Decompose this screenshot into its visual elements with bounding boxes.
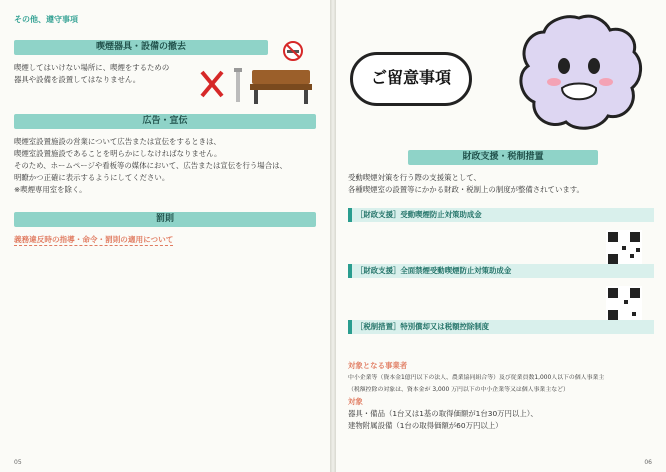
ashtray-bar: 喫煙器具・設備の撤去 <box>14 40 268 55</box>
qr-code-icon <box>606 286 642 322</box>
mascot-illustration <box>514 12 644 132</box>
total-smoke-free-box-heading: ［財政支援］全面禁煙受動喫煙防止対策助成金 <box>348 264 654 278</box>
text-line: 各種喫煙室の設置等にかかる財政・税制上の制度が整備されています。 <box>348 185 584 194</box>
ad-body <box>14 136 287 196</box>
no-smoking-icon <box>282 40 304 62</box>
notice-title: ご留意事項 <box>370 68 451 87</box>
text-line: 受動喫煙対策を行う際の支援策として、 <box>348 173 481 182</box>
qr-code-2[interactable] <box>606 286 642 322</box>
left-page <box>0 0 330 472</box>
object-label: 対象 <box>348 397 363 406</box>
text-line: 中小企業等（資本金1億円以下の法人、農業協同組合等）及び従業員数1,000人以下の個人事業主 <box>348 375 605 381</box>
section-title: その他、遵守事項 <box>14 15 78 24</box>
text-line: 明瞭かつ正確に表示するようにしてください。 <box>14 173 170 182</box>
page-number: 05 <box>14 459 22 466</box>
target-label: 対象となる事業者 <box>348 361 408 370</box>
text-line: そのため、ホームページや看板等の媒体において、広告または宣伝を行う場合は、 <box>14 161 287 170</box>
text-line: 器具や設備を設置してはなりません。 <box>14 75 141 84</box>
tax-box-heading: ［税制措置］特別償却又は税額控除制度 <box>348 320 654 334</box>
ashtray-body <box>14 62 169 86</box>
text-line: （税額控除の対象は、資本金が 3,000 万円以下の中小企業等又は個人事業主など） <box>348 387 569 393</box>
bench-ashtray-illustration <box>196 62 316 108</box>
subsidy-box-heading: ［財政支援］受動喫煙防止対策助成金 <box>348 208 654 222</box>
finance-body <box>348 172 584 196</box>
notice-bubble <box>350 52 472 106</box>
target-section <box>348 360 604 432</box>
right-page <box>336 0 666 472</box>
penalty-subheading: 義務違反時の指導・命令・罰則の適用について <box>14 235 174 244</box>
text-line: 器具・備品（1台又は1基の取得価額が1台30万円以上）、 <box>348 409 538 418</box>
text-line: 建物附属設備（1台の取得価額が60万円以上） <box>348 421 503 430</box>
qr-code-icon <box>606 230 642 266</box>
text-line: ※喫煙専用室を除く。 <box>14 185 87 194</box>
ad-bar: 広告・宣伝 <box>14 114 316 129</box>
finance-bar: 財政支援・税制措置 <box>408 150 598 165</box>
qr-code-1[interactable] <box>606 230 642 266</box>
penalty-bar: 罰則 <box>14 212 316 227</box>
page-number: 06 <box>644 459 652 466</box>
text-line: 喫煙室設置施設の営業について広告または宣伝をするときは、 <box>14 137 221 146</box>
text-line: 喫煙してはいけない場所に、喫煙をするための <box>14 63 170 72</box>
text-line: 喫煙室設置施設であることを明らかにしなければなりません。 <box>14 149 222 158</box>
